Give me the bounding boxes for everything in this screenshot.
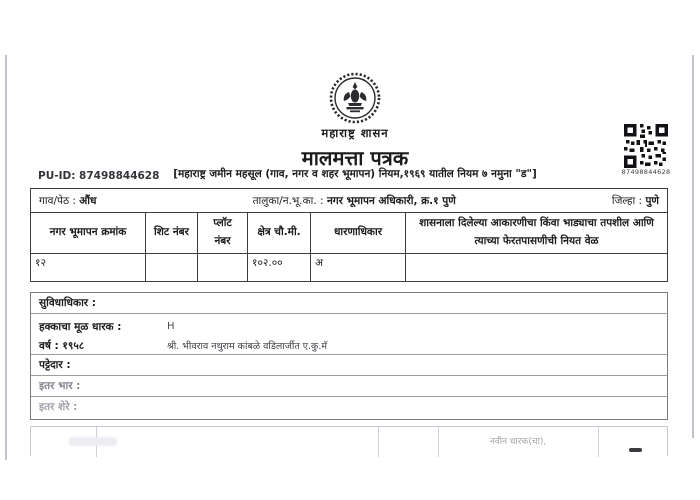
property-table bbox=[30, 188, 668, 282]
faded-text-smudge bbox=[69, 437, 117, 446]
mutation-table-partial bbox=[30, 426, 668, 456]
cell-assessment bbox=[406, 254, 667, 281]
header-area: क्षेत्र चौ.मी. bbox=[248, 213, 311, 253]
original-holder-value: H bbox=[167, 321, 175, 332]
new-holder-header: नवीन धारक(चा), bbox=[489, 437, 547, 447]
original-holder-label: हक्काचा मूळ धारक : bbox=[39, 320, 122, 333]
property-table-header bbox=[31, 213, 667, 254]
mutation-col-divider bbox=[598, 427, 599, 457]
easement-row bbox=[31, 293, 667, 314]
original-holder-line bbox=[39, 317, 659, 336]
stray-mark bbox=[629, 448, 642, 452]
document-title: मालमत्ता पत्रक bbox=[301, 146, 409, 170]
cell-area: १०२.०० bbox=[248, 254, 311, 281]
document-subtitle: [महाराष्ट्र जमीन महसूल (गाव, नगर व शहर भूमापन) नियम,१९६९ यातील नियम ७ नमुना "ड"] bbox=[173, 168, 537, 180]
cell-cts-number: १२ bbox=[31, 254, 146, 281]
cell-plot-number bbox=[198, 254, 248, 281]
year-label: वर्ष : १९५८ bbox=[39, 339, 85, 352]
year-line bbox=[39, 336, 659, 355]
header-cts-number: नगर भूमापन क्रमांक bbox=[31, 213, 146, 253]
easement-label: सुविधाधिकार : bbox=[39, 297, 96, 309]
maharashtra-government-seal-icon bbox=[329, 72, 381, 128]
scan-left-edge bbox=[5, 55, 7, 460]
taluka-label: तालुका/न.भू.का. : bbox=[252, 194, 327, 207]
government-name: महाराष्ट्र शासन bbox=[321, 126, 389, 140]
mutation-col-divider bbox=[378, 427, 379, 457]
location-row bbox=[31, 189, 667, 213]
holder-row bbox=[31, 314, 667, 355]
header-assessment: शासनाला दिलेल्या आकारणीचा किंवा भाड्याचा तपशील आणि त्याच्या फेरतपासणीची नियत वेळ bbox=[419, 217, 654, 247]
other-burden-row bbox=[31, 376, 667, 397]
qr-code-icon bbox=[624, 124, 668, 172]
qr-caption: 87498844628 bbox=[621, 168, 671, 176]
header-tenure: धारणाधिकार bbox=[311, 213, 406, 253]
details-box bbox=[30, 292, 668, 420]
pu-id: PU-ID: 87498844628 bbox=[38, 170, 160, 182]
district-field bbox=[612, 194, 659, 208]
taluka-value: नगर भूमापन अधिकारी, क्र.१ पुणे bbox=[326, 194, 456, 207]
district-label: जिल्हा : bbox=[611, 194, 646, 207]
other-burden-label: इतर भार : bbox=[39, 380, 81, 392]
cell-sheet-number bbox=[146, 254, 198, 281]
village-label: गाव/पेठ : bbox=[39, 194, 80, 207]
village-field bbox=[39, 194, 97, 208]
lessee-label: पट्टेदार : bbox=[39, 359, 71, 371]
scan-right-edge bbox=[692, 55, 694, 438]
lessee-row bbox=[31, 355, 667, 376]
cell-tenure: अ bbox=[311, 254, 406, 281]
header-sheet-number: शिट नंबर bbox=[146, 213, 198, 253]
district-value: पुणे bbox=[645, 194, 659, 207]
header-plot-number: प्लॉट नंबर bbox=[198, 213, 248, 253]
other-remarks-row bbox=[31, 397, 667, 419]
taluka-field bbox=[253, 194, 456, 208]
other-remarks-label: इतर शेरे : bbox=[39, 401, 78, 413]
property-table-row bbox=[31, 254, 667, 281]
village-value: औंध bbox=[79, 194, 97, 207]
holder-name: श्री. भीवराव नथुराम कांबळे वडिलार्जीत ए.कु.मॅ bbox=[167, 341, 328, 352]
